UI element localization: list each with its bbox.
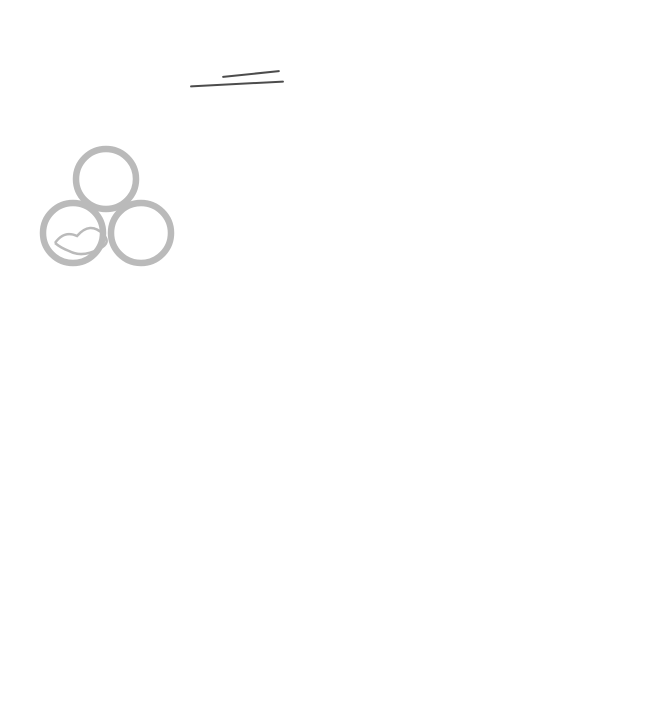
- header-bar: [0, 0, 670, 33]
- footer-watermark-row: [0, 697, 670, 715]
